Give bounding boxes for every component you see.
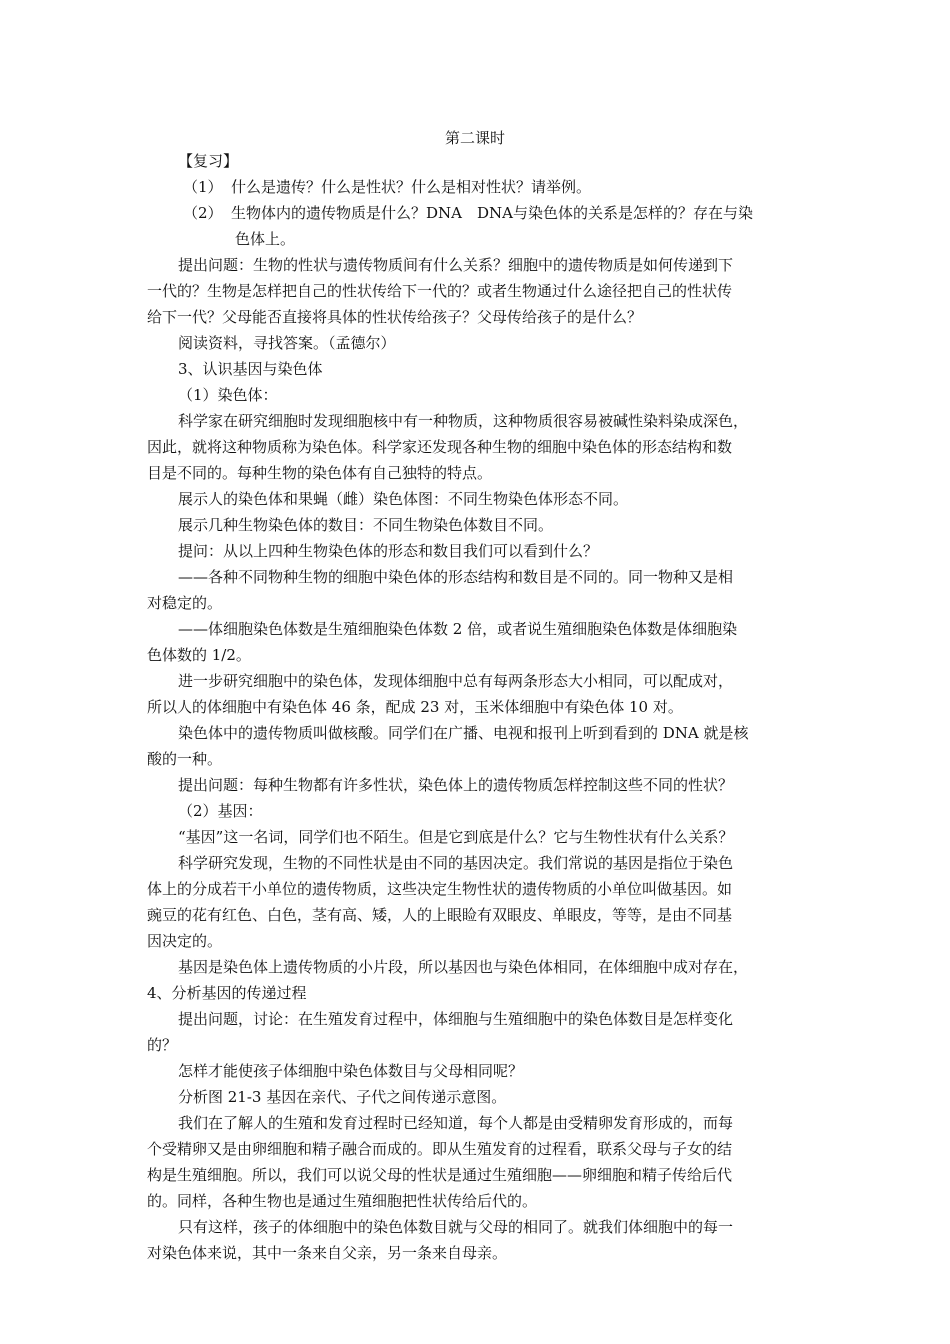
paragraph-line: 提出问题：生物的性状与遗传物质间有什么关系？细胞中的遗传物质是如何传递到下: [178, 256, 734, 274]
paragraph-line: 一代的？生物是怎样把自己的性状传给下一代的？或者生物通过什么途径把自己的性状传: [147, 282, 733, 300]
paragraph-line: 的？: [147, 1036, 178, 1054]
paragraph-line: 酸的一种。: [147, 750, 223, 768]
paragraph-line: 我们在了解人的生殖和发育过程时已经知道，每个人都是由受精卵发育形成的，而每: [178, 1114, 734, 1132]
paragraph-line: 目是不同的。每种生物的染色体有自己独特的特点。: [147, 464, 493, 482]
paragraph-line: ——各种不同物种生物的细胞中染色体的形态结构和数目是不同的。同一物种又是相: [178, 568, 734, 586]
paragraph-line: 因决定的。: [147, 932, 223, 950]
question-text: 什么是遗传？什么是性状？什么是相对性状？请举例。: [231, 178, 592, 196]
paragraph-line: 的。同样，各种生物也是通过生殖细胞把性状传给后代的。: [147, 1192, 538, 1210]
paragraph-line: 进一步研究细胞中的染色体，发现体细胞中总有每两条形态大小相同，可以配成对，: [178, 672, 734, 690]
page-title: 第二课时: [444, 129, 505, 147]
paragraph-line: 染色体中的遗传物质叫做核酸。同学们在广播、电视和报刊上听到看到的 DNA 就是核: [178, 724, 749, 742]
question-2: [183, 203, 753, 223]
paragraph-line: 只有这样，孩子的体细胞中的染色体数目就与父母的相同了。就我们体细胞中的每一: [178, 1218, 734, 1236]
paragraph-line: 分析图 21-3 基因在亲代、子代之间传递示意图。: [178, 1088, 507, 1106]
paragraph-line: 因此，就将这种物质称为染色体。科学家还发现各种生物的细胞中染色体的形态结构和数: [147, 438, 733, 456]
paragraph-line: “基因”这一名词，同学们也不陌生。但是它到底是什么？它与生物性状有什么关系？: [178, 828, 734, 846]
paragraph-line: ——体细胞染色体数是生殖细胞染色体数 2 倍，或者说生殖细胞染色体数是体细胞染: [178, 620, 738, 638]
paragraph-line: 提问：从以上四种生物染色体的形态和数目我们可以看到什么？: [178, 542, 599, 560]
paragraph-line: 对染色体来说，其中一条来自父亲，另一条来自母亲。: [147, 1244, 508, 1262]
question-number: （2）: [183, 204, 223, 222]
question-text: 生物体内的遗传物质是什么？DNA DNA与染色体的关系是怎样的？存在与染: [231, 204, 753, 222]
review-heading: 【复习】: [178, 152, 239, 170]
section-heading: 4、分析基因的传递过程: [147, 984, 307, 1002]
paragraph-line: 怎样才能使孩子体细胞中染色体数目与父母相同呢？: [178, 1062, 524, 1080]
subsection-heading: （2）基因：: [178, 802, 263, 820]
paragraph-line: 科学研究发现，生物的不同性状是由不同的基因决定。我们常说的基因是指位于染色: [178, 854, 734, 872]
section-heading: 3、认识基因与染色体: [178, 360, 323, 378]
question-2-continued: 色体上。: [235, 230, 296, 248]
subsection-heading: （1）染色体：: [178, 386, 278, 404]
question-1: [183, 177, 591, 197]
paragraph-line: 所以人的体细胞中有染色体 46 条，配成 23 对，玉米体细胞中有染色体 10 对。: [147, 698, 683, 716]
paragraph-line: 对稳定的。: [147, 594, 223, 612]
paragraph-line: 体上的分成若干小单位的遗传物质，这些决定生物性状的遗传物质的小单位叫做基因。如: [147, 880, 733, 898]
paragraph-line: 色体数的 1/2。: [147, 646, 251, 664]
paragraph-line: 个受精卵又是由卵细胞和精子融合而成的。即从生殖发育的过程看，联系父母与子女的结: [147, 1140, 733, 1158]
paragraph-line: 给下一代？父母能否直接将具体的性状传给孩子？父母传给孩子的是什么？: [147, 308, 643, 326]
paragraph-line: 提出问题，讨论：在生殖发育过程中，体细胞与生殖细胞中的染色体数目是怎样变化: [178, 1010, 734, 1028]
paragraph-line: 阅读资料，寻找答案。（孟德尔）: [178, 334, 396, 352]
paragraph-line: 展示几种生物染色体的数目：不同生物染色体数目不同。: [178, 516, 554, 534]
paragraph-line: 构是生殖细胞。所以，我们可以说父母的性状是通过生殖细胞——卵细胞和精子传给后代: [147, 1166, 733, 1184]
paragraph-line: 科学家在研究细胞时发现细胞核中有一种物质，这种物质很容易被碱性染料染成深色，: [178, 412, 749, 430]
question-number: （1）: [183, 178, 223, 196]
paragraph-line: 展示人的染色体和果蝇（雌）染色体图：不同生物染色体形态不同。: [178, 490, 629, 508]
paragraph-line: 基因是染色体上遗传物质的小片段，所以基因也与染色体相同，在体细胞中成对存在，: [178, 958, 749, 976]
paragraph-line: 豌豆的花有红色、白色，茎有高、矮，人的上眼睑有双眼皮、单眼皮，等等，是由不同基: [147, 906, 733, 924]
paragraph-line: 提出问题：每种生物都有许多性状，染色体上的遗传物质怎样控制这些不同的性状？: [178, 776, 734, 794]
